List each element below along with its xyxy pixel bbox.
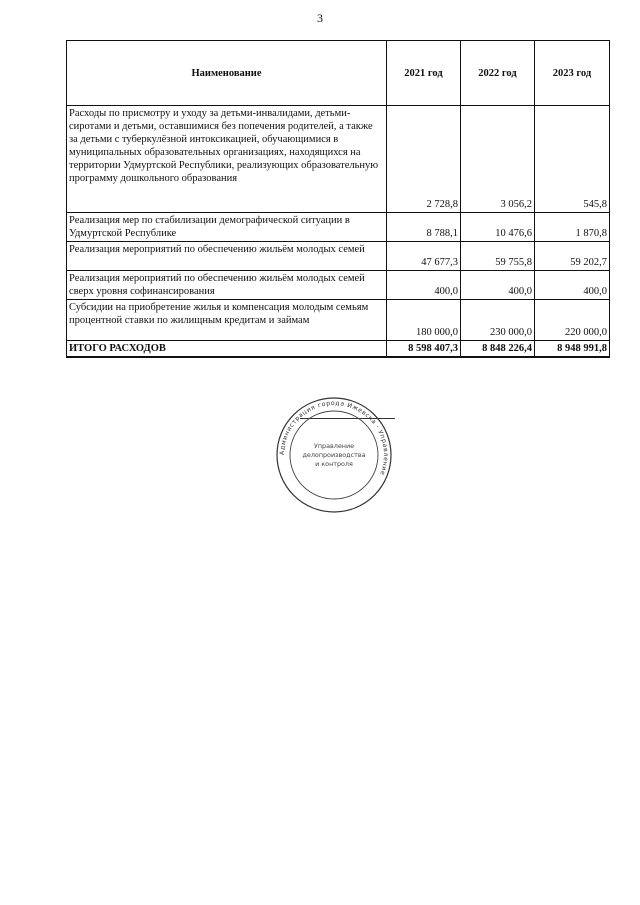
row-name: Реализация мероприятий по обеспечению жильём молодых семей сверх уровня софинансирования [67,271,387,300]
total-row [67,341,610,358]
row-value-2021: 47 677,3 [387,242,461,271]
header-name: Наименование [67,41,387,106]
header-2023: 2023 год [535,41,610,106]
table-row [67,271,610,300]
row-value-2023: 1 870,8 [535,213,610,242]
row-name: Расходы по присмотру и уходу за детьми-инвалидами, детьми-сиротами и детьми, оставшимися без попечения родителей, а также за детьми с туберкулёзной интоксикацией, обучающимися в муниципальных образовательных организациях, находящихся на территории Удмуртской Республики, реализующих образовательную программу дошкольного образования [67,106,387,213]
header-2022: 2022 год [461,41,535,106]
row-value-2022: 10 476,6 [461,213,535,242]
row-name: Субсидии на приобретение жилья и компенсация молодым семьям процентной ставки по жилищным кредитам и займам [67,300,387,341]
row-name: Реализация мероприятий по обеспечению жильём молодых семей [67,242,387,271]
row-value-2022: 59 755,8 [461,242,535,271]
row-value-2022: 400,0 [461,271,535,300]
stamp-inner-line-1: Управление [313,442,355,450]
row-value-2022: 230 000,0 [461,300,535,341]
row-value-2023: 400,0 [535,271,610,300]
table-header-row [67,41,610,106]
row-value-2023: 545,8 [535,106,610,213]
table-row [67,242,610,271]
row-value-2023: 220 000,0 [535,300,610,341]
total-2022: 8 848 226,4 [461,341,535,358]
row-value-2021: 400,0 [387,271,461,300]
table-row [67,300,610,341]
table-row [67,106,610,213]
row-value-2021: 8 788,1 [387,213,461,242]
row-value-2021: 2 728,8 [387,106,461,213]
page-number: 3 [317,11,323,25]
row-name: Реализация мер по стабилизации демографической ситуации в Удмуртской Республике [67,213,387,242]
stamp-inner-line-3: и контроля [315,460,353,468]
stamp-inner-line-2: делопроизводства [302,451,366,459]
row-value-2021: 180 000,0 [387,300,461,341]
header-2021: 2021 год [387,41,461,106]
total-label: ИТОГО РАСХОДОВ [67,341,387,358]
total-2023: 8 948 991,8 [535,341,610,358]
budget-table [66,40,610,358]
table-row [67,213,610,242]
official-stamp [275,396,393,514]
row-value-2022: 3 056,2 [461,106,535,213]
row-value-2023: 59 202,7 [535,242,610,271]
stamp-outer-text: Администрация города Ижевска · Управление [278,399,390,477]
total-2021: 8 598 407,3 [387,341,461,358]
